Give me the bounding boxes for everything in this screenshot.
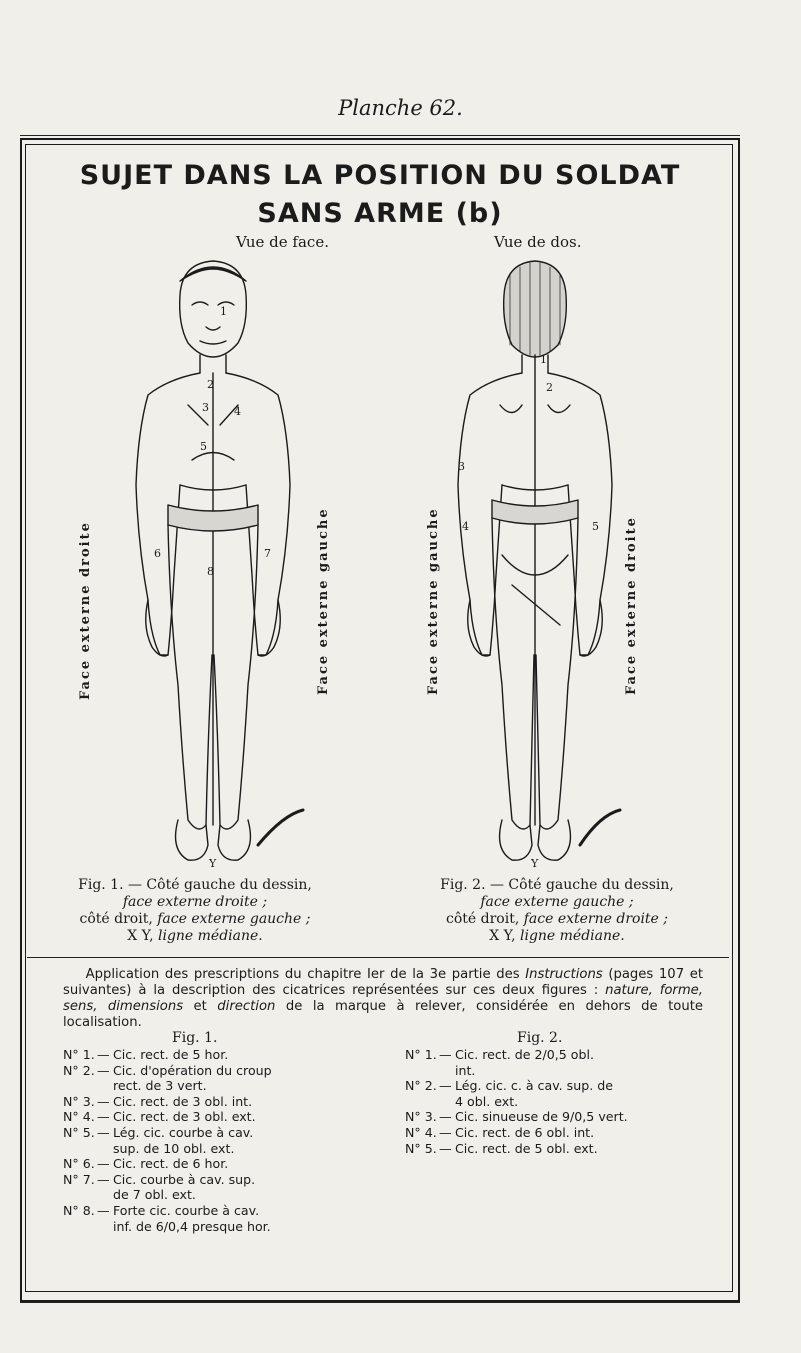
view-front-label: Vue de face. xyxy=(236,233,329,251)
fig2-median-y: Y xyxy=(531,857,539,870)
fig1-scar-item xyxy=(63,1094,363,1110)
plate-title: Planche 62. xyxy=(338,96,463,120)
fig1-scar-mark-8: 8 xyxy=(207,565,214,578)
fig1-scar-item xyxy=(63,1063,363,1079)
fig2-scar-item-number: N° 2. xyxy=(405,1078,437,1094)
fig1-scar-item-number xyxy=(63,1187,97,1203)
fig1-front-body-drawing xyxy=(108,255,318,875)
fig1-scar-item-number: N° 3. xyxy=(63,1093,95,1109)
fig2-scar-item xyxy=(405,1141,705,1157)
fig1-side-label-left: Face externe droite xyxy=(78,521,93,700)
fig1-scar-item-text: Forte cic. courbe à cav. xyxy=(113,1202,260,1218)
fig2-scar-item xyxy=(405,1094,705,1110)
fig2-scar-mark-1: 1 xyxy=(540,353,547,366)
fig1-scar-item-text: Lég. cic. courbe à cav. xyxy=(113,1124,254,1140)
fig1-scar-item-number: N° 2. xyxy=(63,1062,95,1078)
fig1-scar-item-text: Cic. rect. de 6 hor. xyxy=(113,1156,229,1172)
fig1-scar-mark-7: 7 xyxy=(264,547,271,560)
fig2-scar-item-dash xyxy=(439,1063,455,1079)
fig2-caption xyxy=(392,877,722,945)
fig1-scar-item-text: de 7 obl. ext. xyxy=(113,1187,196,1203)
fig1-scar-mark-5: 5 xyxy=(200,440,207,453)
fig1-scar-item-text: Cic. rect. de 3 obl. ext. xyxy=(113,1109,256,1125)
fig2-scar-item xyxy=(405,1078,705,1094)
view-back-label: Vue de dos. xyxy=(494,233,582,251)
fig2-scar-item-number: N° 3. xyxy=(405,1109,437,1125)
fig1-side-label-right: Face externe gauche xyxy=(316,507,331,695)
fig2-scar-mark-4: 4 xyxy=(462,520,469,533)
fig2-scar-list xyxy=(405,1047,705,1156)
heading-line-1: SUJET DANS LA POSITION DU SOLDAT xyxy=(79,160,681,191)
fig1-scar-item-dash xyxy=(97,1219,113,1235)
fig1-scar-item-dash: — xyxy=(97,1171,110,1187)
fig2-scar-mark-3: 3 xyxy=(458,460,465,473)
fig2-scar-item-text: 4 obl. ext. xyxy=(455,1093,519,1109)
intro-paragraph: Application des prescriptions du chapitre Ier de la 3e partie des Instructions (pages 107 et suivantes) à la description des cicatrices représentées sur ces deux figures : nature, forme, sens, dimensions et direction de la marque à relever, considérée en dehors de toute localisation. xyxy=(63,967,704,1030)
fig1-scar-item-number: N° 1. xyxy=(63,1047,95,1062)
fig1-scar-mark-3: 3 xyxy=(202,401,209,414)
fig1-scar-item xyxy=(63,1125,363,1141)
fig1-scar-item-dash: — xyxy=(97,1047,110,1062)
fig1-scar-item-dash xyxy=(97,1141,113,1157)
fig1-scar-item-dash: — xyxy=(97,1062,110,1078)
bottom-rule xyxy=(20,1302,740,1303)
fig2-scar-item-number: N° 4. xyxy=(405,1124,437,1140)
fig2-scar-item-number xyxy=(405,1094,439,1110)
fig2-caption-line4: X Y, ligne médiane. xyxy=(489,928,625,944)
fig2-scar-item-dash: — xyxy=(439,1124,452,1140)
top-rule xyxy=(20,135,740,136)
fig1-scar-mark-4: 4 xyxy=(234,405,241,418)
fig1-caption xyxy=(40,877,350,945)
fig2-scar-item-text: Cic. rect. de 5 obl. ext. xyxy=(455,1140,598,1156)
fig2-back-body-drawing xyxy=(440,255,630,875)
fig1-scar-item xyxy=(63,1156,363,1172)
fig1-scar-item-dash: — xyxy=(97,1093,110,1109)
fig1-scar-mark-1: 1 xyxy=(220,305,227,318)
fig2-scar-mark-5: 5 xyxy=(592,520,599,533)
fig1-scar-mark-6: 6 xyxy=(154,547,161,560)
fig1-scar-item-dash: — xyxy=(97,1156,110,1172)
fig1-list-heading: Fig. 1. xyxy=(172,1030,218,1046)
fig1-scar-item-text: Cic. rect. de 3 obl. int. xyxy=(113,1093,253,1109)
fig1-caption-line2: face externe droite ; xyxy=(122,894,268,910)
fig1-scar-item xyxy=(63,1047,363,1063)
fig1-scar-item-number xyxy=(63,1078,97,1094)
fig2-scar-mark-2: 2 xyxy=(546,381,553,394)
fig1-scar-item xyxy=(63,1141,363,1157)
fig1-scar-item xyxy=(63,1219,363,1235)
fig2-scar-item-text: Cic. sinueuse de 9/0,5 vert. xyxy=(455,1109,628,1125)
fig2-scar-item-number: N° 5. xyxy=(405,1140,437,1156)
fig1-scar-item xyxy=(63,1109,363,1125)
fig1-scar-item-text: Cic. d'opération du croup xyxy=(113,1062,272,1078)
fig1-scar-item-text: Cic. courbe à cav. sup. xyxy=(113,1171,256,1187)
fig1-scar-item-dash: — xyxy=(97,1124,110,1140)
fig1-scar-item xyxy=(63,1187,363,1203)
fig2-caption-line2: face externe gauche ; xyxy=(480,894,634,910)
fig2-scar-item-dash: — xyxy=(439,1047,452,1062)
fig1-scar-item-text: Cic. rect. de 5 hor. xyxy=(113,1047,229,1062)
fig2-scar-item-dash: — xyxy=(439,1140,452,1156)
fig1-scar-item-number xyxy=(63,1219,97,1235)
fig2-scar-item-dash xyxy=(439,1094,455,1110)
fig2-scar-item-text: Cic. rect. de 6 obl. int. xyxy=(455,1124,595,1140)
fig1-scar-item-dash: — xyxy=(97,1202,110,1218)
fig2-caption-line1: Fig. 2. — Côté gauche du dessin, xyxy=(440,877,674,893)
fig1-scar-item xyxy=(63,1172,363,1188)
fig1-scar-item-number: N° 4. xyxy=(63,1109,95,1125)
fig1-scar-item-number: N° 7. xyxy=(63,1171,95,1187)
fig2-list-heading: Fig. 2. xyxy=(517,1030,563,1046)
fig1-median-y: Y xyxy=(209,857,217,870)
fig2-scar-item-dash: — xyxy=(439,1109,452,1125)
fig1-caption-line1: Fig. 1. — Côté gauche du dessin, xyxy=(78,877,312,893)
fig1-scar-item-dash xyxy=(97,1187,113,1203)
fig2-scar-item-dash: — xyxy=(439,1078,452,1094)
fig1-scar-item-dash xyxy=(97,1078,113,1094)
fig2-scar-item xyxy=(405,1125,705,1141)
heading-line-2: SANS ARME (b) xyxy=(257,198,503,229)
fig1-scar-item-number: N° 6. xyxy=(63,1156,95,1172)
fig2-scar-item xyxy=(405,1063,705,1079)
fig2-side-label-left: Face externe gauche xyxy=(426,507,441,695)
fig1-scar-item-number: N° 8. xyxy=(63,1202,95,1218)
fig2-scar-item-number xyxy=(405,1063,439,1079)
fig2-scar-item-number: N° 1. xyxy=(405,1047,437,1062)
fig2-caption-line3: côté droit, face externe droite ; xyxy=(446,911,668,927)
fig1-scar-item-dash: — xyxy=(97,1109,110,1125)
fig1-scar-item-text: rect. de 3 vert. xyxy=(113,1078,207,1094)
fig1-scar-list xyxy=(63,1047,363,1234)
fig1-caption-line4: X Y, ligne médiane. xyxy=(127,928,263,944)
fig2-side-label-right: Face externe droite xyxy=(624,516,639,695)
fig1-caption-line3: côté droit, face externe gauche ; xyxy=(79,911,311,927)
fig2-scar-item xyxy=(405,1047,705,1063)
fig2-scar-item-text: int. xyxy=(455,1062,476,1078)
fig1-scar-item-number xyxy=(63,1141,97,1157)
fig1-scar-item-number: N° 5. xyxy=(63,1124,95,1140)
fig2-scar-item-text: Cic. rect. de 2/0,5 obl. xyxy=(455,1047,594,1062)
section-separator xyxy=(27,957,729,958)
fig1-scar-item-text: inf. de 6/0,4 presque hor. xyxy=(113,1218,271,1234)
fig1-scar-item xyxy=(63,1203,363,1219)
fig1-scar-item-text: sup. de 10 obl. ext. xyxy=(113,1140,235,1156)
fig2-scar-item xyxy=(405,1109,705,1125)
fig1-scar-item xyxy=(63,1078,363,1094)
fig2-scar-item-text: Lég. cic. c. à cav. sup. de xyxy=(455,1078,613,1094)
fig1-scar-mark-2: 2 xyxy=(207,378,214,391)
